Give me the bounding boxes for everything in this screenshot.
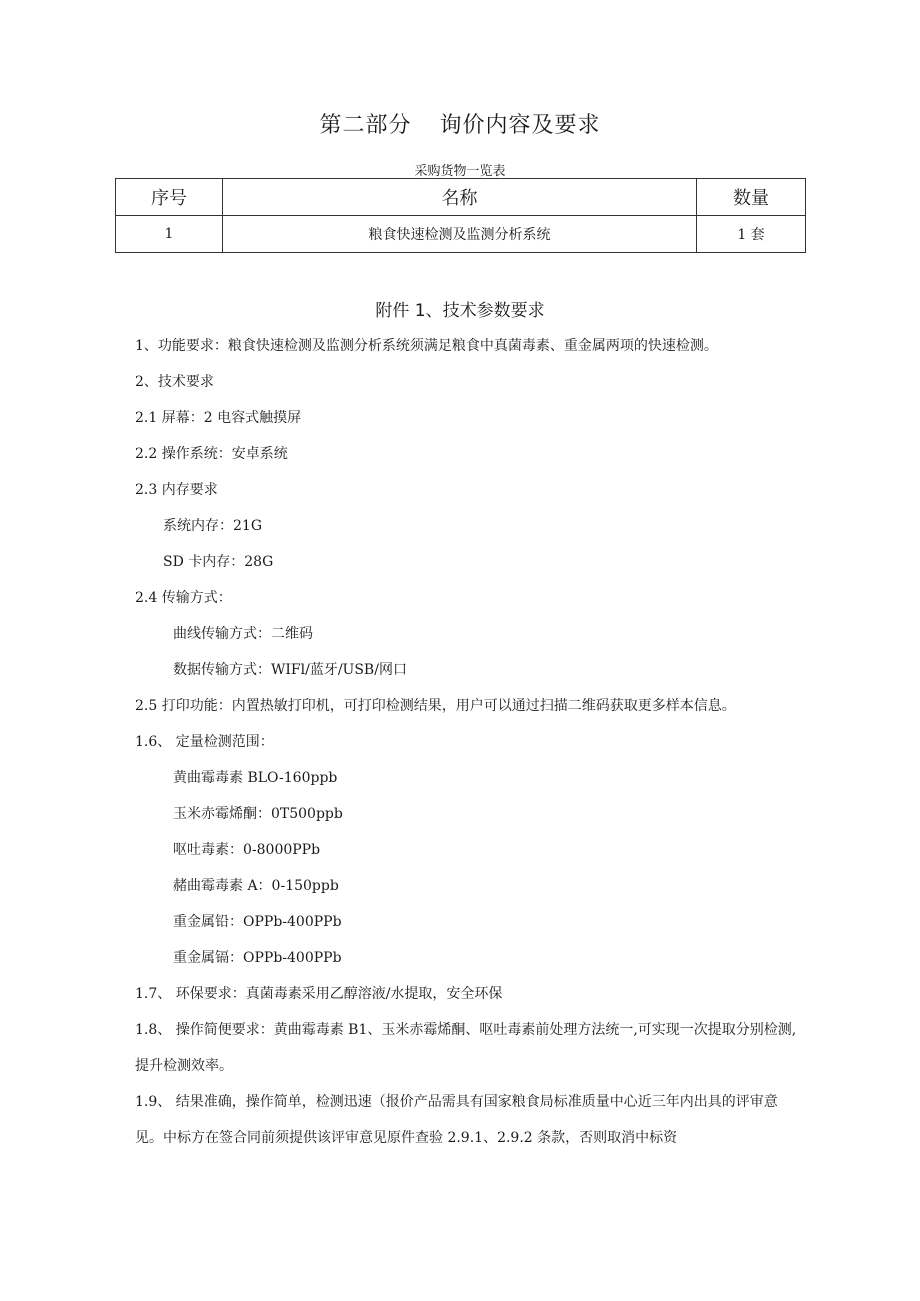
line-print: 2.5 打印功能：内置热敏打印机，可打印检测结果，用户可以通过扫描二维码获取更多样本信息。 [135,698,736,714]
section-title: 附件 1、技术参数要求 [375,301,545,321]
cell-no: 1 [116,216,223,253]
line-transfer: 2.4 传输方式： [135,590,232,606]
line-cadmium: 重金属镉：OPPb-400PPb [173,950,342,966]
line-os: 2.2 操作系统：安卓系统 [135,446,288,462]
line-zearalenone: 玉米赤霉烯酮：0T500ppb [173,806,343,822]
cell-name: 粮食快速检测及监测分析系统 [223,216,697,253]
line-range: 1.6、 定量检测范围： [135,734,274,750]
requirements-body [135,328,805,1156]
line-accuracy: 1.9、 结果准确，操作简单，检测迅速（报价产品需具有国家粮食局标准质量中心近三年内出具的评审意见。中标方在签合同前须提供该评审意见原件查验 2.9.1、2.9.2 条款，否则取消中标资 [135,1094,778,1146]
header-no: 序号 [116,179,223,216]
line-function: 1、功能要求：粮食快速检测及监测分析系统须满足粮食中真菌毒素、重金属两项的快速检测。 [135,338,718,354]
table-row [116,216,806,253]
line-lead: 重金属铅：OPPb-400PPb [173,914,342,930]
goods-table [115,178,806,253]
line-screen: 2.1 屏幕：2 电容式触摸屏 [135,410,302,426]
line-memory: 2.3 内存要求 [135,482,218,498]
line-tech: 2、技术要求 [135,374,214,390]
table-caption: 采购货物一览表 [414,164,506,179]
line-operation: 1.8、 操作简便要求：黄曲霉毒素 B1、玉米赤霉烯酮、呕吐毒素前处理方法统一,可实现一次提取分别检测,提升检测效率。 [135,1022,797,1074]
line-sys-memory: 系统内存：21G [163,518,262,534]
line-curve-transfer: 曲线传输方式：二维码 [173,626,313,642]
line-ochratoxin: 赭曲霉毒素 A：0-150ppb [173,878,339,894]
line-eco: 1.7、 环保要求：真菌毒素采用乙醇溶液/水提取，安全环保 [135,986,503,1002]
line-sd-memory: SD 卡内存：28G [163,554,274,570]
line-don: 呕吐毒素：0-8000PPb [173,842,321,858]
page-title [0,108,920,139]
cell-qty: 1 套 [697,216,806,253]
header-qty: 数量 [697,179,806,216]
table-header-row [116,179,806,216]
title-part: 第二部分 [319,113,412,138]
line-aflatoxin: 黄曲霉毒素 BLO-160ppb [173,770,338,786]
title-main: 询价内容及要求 [439,113,601,138]
line-data-transfer: 数据传输方式：WIFl/蓝牙/USB/网口 [173,662,407,678]
header-name: 名称 [223,179,697,216]
